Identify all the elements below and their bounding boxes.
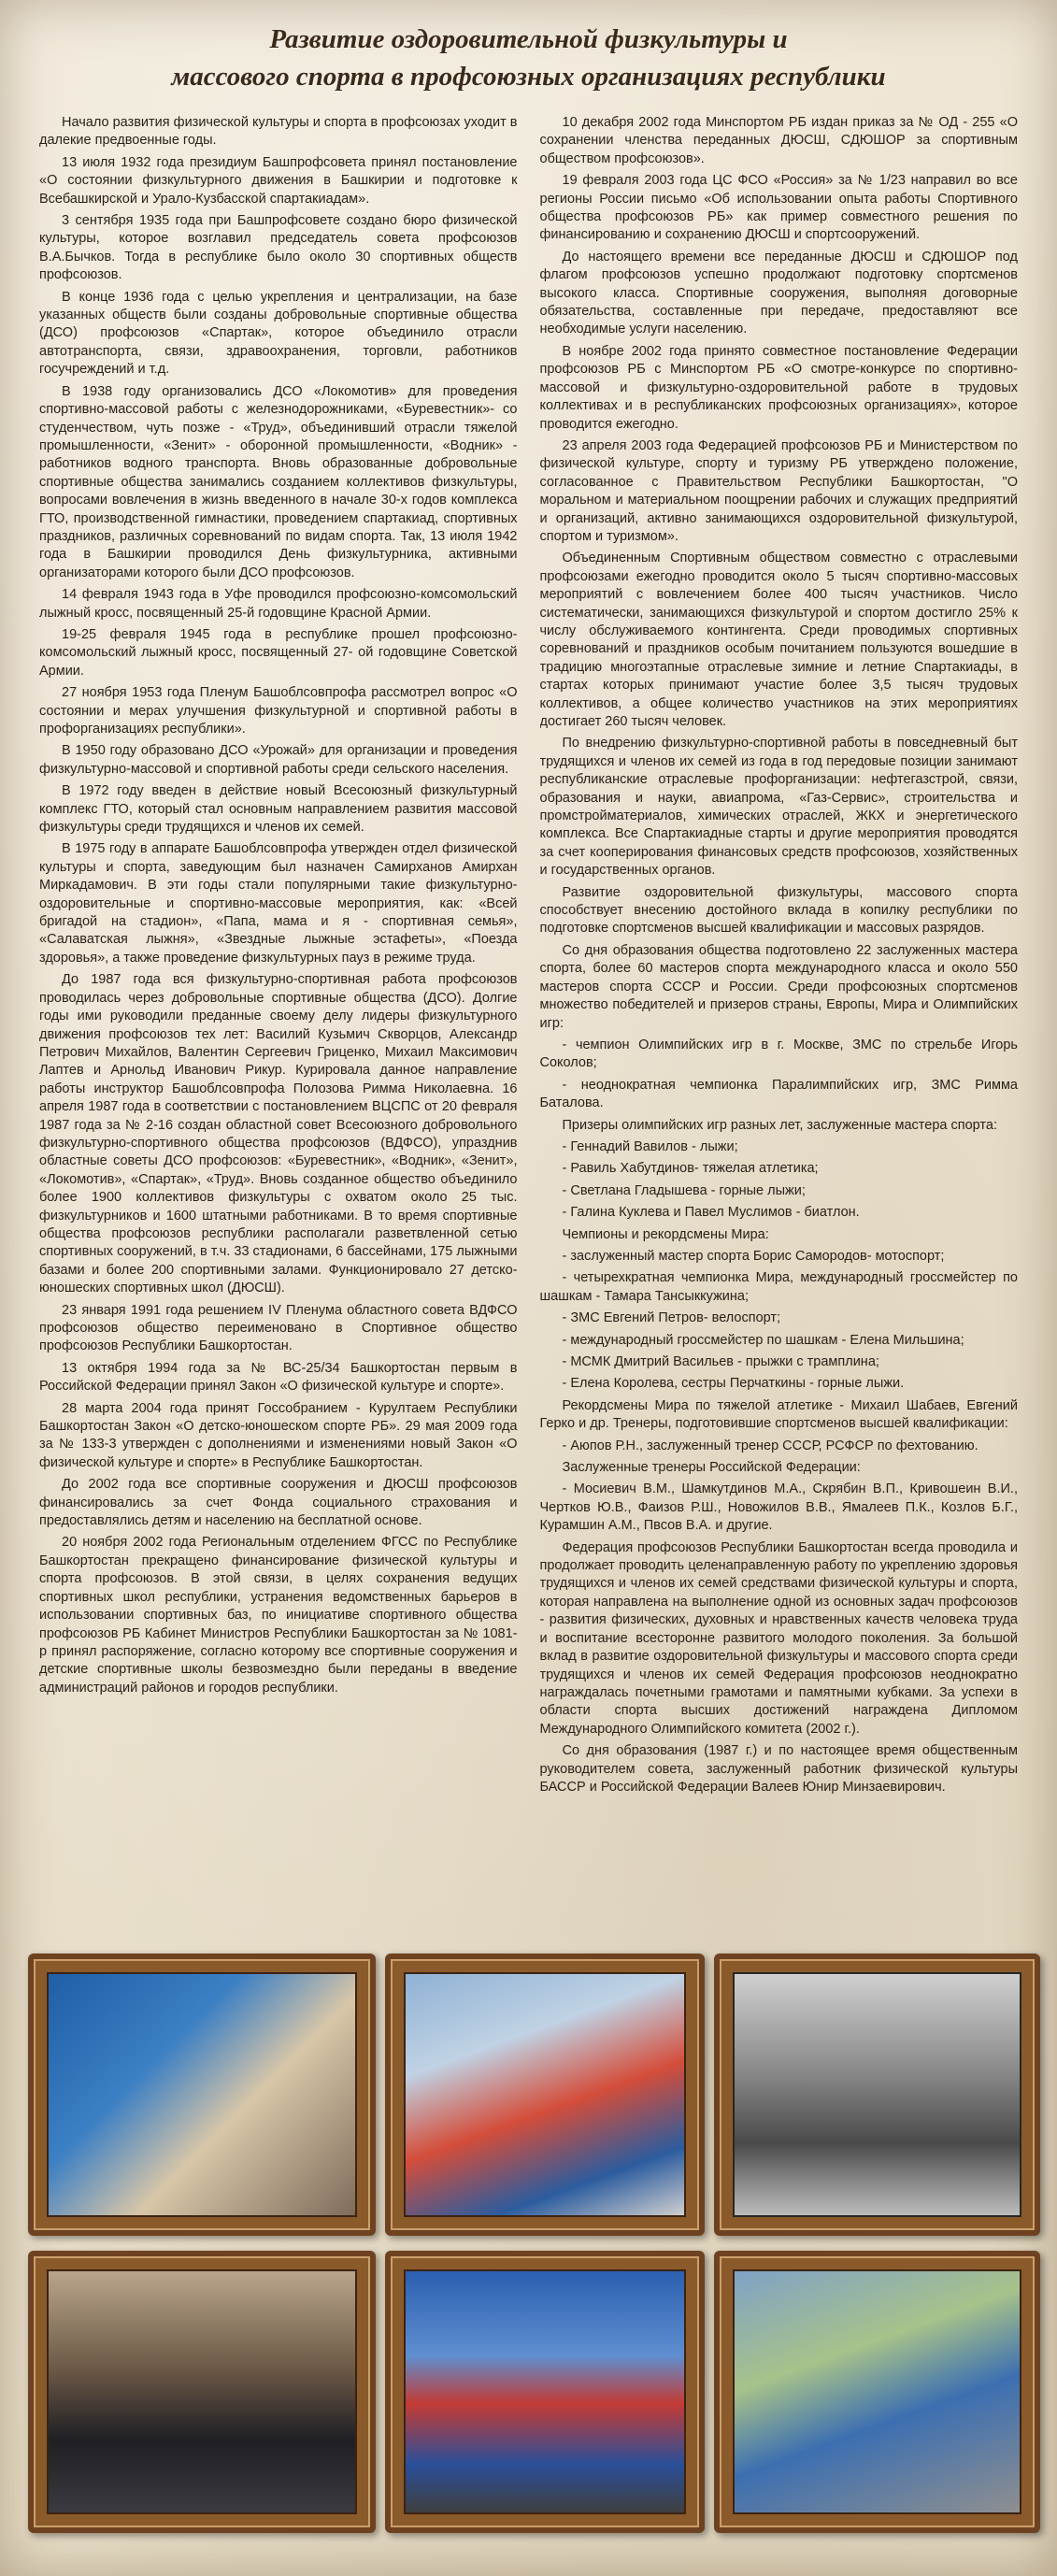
title-line-1: Развитие оздоровительной физкультуры и <box>269 24 788 54</box>
photo-frame-delegation <box>28 2251 376 2533</box>
photo-armwrestling <box>47 1972 357 2217</box>
photo-frame-armwrestling <box>28 1953 376 2236</box>
article-paragraph: - Аюпов Р.Н., заслуженный тренер СССР, РСФСР по фехтованию. <box>562 1438 978 1453</box>
article-paragraph: 10 декабря 2002 года Минспортом РБ издан приказ за № ОД - 255 «О сохранении членства переданных ДЮСШ, СДЮШОР за спортивным обществом профсоюзов». <box>539 115 1018 166</box>
photo-frame-conference <box>714 1953 1040 2236</box>
article-paragraph: - Равиль Хабутдинов- тяжелая атлетика; <box>562 1161 819 1177</box>
article-paragraph: Развитие оздоровительной физкультуры, массового спорта способствует внесению достойного вклада в копилку республики по подготовке спортсменов высшей квалификации и массовых разрядов. <box>539 884 1018 937</box>
article-paragraph: До 2002 года все спортивные сооружения и ДЮСШ профсоюзов финансировались за счет Фонда социального страхования и предоставлялись детям и населению на бесплатной основе. <box>39 1477 518 1529</box>
page-title <box>37 21 1020 103</box>
photo-delegation <box>47 2269 357 2514</box>
photo-frame-tug-of-war <box>714 2251 1040 2533</box>
article-paragraph: 13 октября 1994 года за № ВС-25/34 Башкортостан первым в Российской Федерации принял Закон «О физической культуре и спорте». <box>39 1360 518 1395</box>
article-paragraph: Начало развития физической культуры и спорта в профсоюзах уходит в далекие предвоенные годы. <box>39 115 518 149</box>
article-paragraph: - Галина Куклева и Павел Муслимов - биатлон. <box>562 1205 860 1221</box>
photo-award-winners <box>404 1972 686 2217</box>
article-paragraph: 19-25 февраля 1945 года в республике прошел профсоюзно-комсомольский лыжный кросс, посвященный 27- ой годовщине Советской Армии. <box>39 626 518 679</box>
article-paragraph: Объединенным Спортивным обществом совместно с отраслевыми профсоюзами ежегодно проводится около 5 тысяч спортивно-массовых мероприятий с вовлечением более 400 тысяч участников. Число систематически, занимающихся физкультурой и спортом достигло 25% к числу обслуживаемого контингента. Среди проводимых спортивных соревнований и праздников особым почитанием пользуются вошедшие в традицию многоэтапные отраслевые зимние и летние Спартакиады, в стартах которых принимают участие более 3,5 тысяч трудовых коллективов, а общее количество участников на этих мероприятиях достигает 260 тысяч человек. <box>539 551 1018 729</box>
article-body <box>39 114 1018 1935</box>
article-paragraph: 19 февраля 2003 года ЦС ФСО «Россия» за № 1/23 направил во все регионы России письмо «Об использовании опыта работы Спортивного общества профсоюзов РБ» как пример совместного решения по финансированию и сохранению ДЮСШ и спортсооружений. <box>539 173 1018 243</box>
article-paragraph: Со дня образования общества подготовлено 22 заслуженных мастера спорта, более 60 мастеров спорта международного класса и около 550 мастеров спорта СССР и России. Среди профсоюзных спортсменов множество победителей и призеров страны, Европы, Мира и Олимпийских игр: <box>539 942 1018 1031</box>
article-paragraph: - неоднократная чемпионка Паралимпийских игр, ЗМС Римма Баталова. <box>539 1077 1018 1111</box>
article-paragraph: В 1950 году образовано ДСО «Урожай» для организации и проведения физкультурно-массовой и спортивной работы среди сельского населения. <box>39 743 518 777</box>
photo-gallery <box>28 1953 1029 2533</box>
article-paragraph: - Светлана Гладышева - горные лыжи; <box>562 1182 806 1198</box>
article-paragraph: - ЗМС Евгений Петров- велоспорт; <box>562 1310 781 1326</box>
article-paragraph: Заслуженные тренеры Российской Федерации: <box>562 1460 861 1476</box>
photo-frame-award-winners <box>385 1953 705 2236</box>
photo-frame-winter-spartakiad <box>385 2251 705 2533</box>
title-line-2: массового спорта в профсоюзных организациях республики <box>171 62 886 92</box>
article-paragraph: В 1972 году введен в действие новый Всесоюзный физкультурный комплекс ГТО, который стал основным направлением развития массовой физкультуры среди трудящихся и членов их семей. <box>39 783 518 836</box>
article-paragraph: 13 июля 1932 года президиум Башпрофсовета принял постановление «О состоянии физкультурного движения в Башкирии и подготовке к Всебашкирской и Урало-Кузбасской спартакиадам». <box>39 154 518 207</box>
photo-conference <box>733 1972 1021 2217</box>
photo-winter-spartakiad <box>404 2269 686 2514</box>
article-paragraph: - чемпион Олимпийских игр в г. Москве, ЗМС по стрельбе Игорь Соколов; <box>539 1037 1018 1071</box>
article-column-right <box>540 114 1019 1935</box>
article-paragraph: В ноябре 2002 года принято совместное постановление Федерации профсоюзов РБ с Минспортом РБ «О смотре-конкурсе по спортивно-массовой и физкультурно-оздоровительной работе в трудовых коллективах и в республиканских профсоюзных организациях», которое проводится ежегодно. <box>539 343 1018 432</box>
article-paragraph: Федерация профсоюзов Республики Башкортостан всегда проводила и продолжает проводить целенаправленную работу по укреплению здоровья трудящихся и членов их семей средствами физической культуры и спорта, которая направлена на выполнение одной из основных задач профсоюзов - развития физических, духовных и нравственных качеств человека труда и воспитание всесторонне развитого молодого поколения. За большой вклад в развитие оздоровительной физкультуры и массового спорта среди трудящихся и членов их семей Федерация профсоюзов неоднократно награждалась почетными грамотами и памятными кубками. За успехи в области спорта высших достижений награждена Дипломом Международного Олимпийского комитета (2002 г.). <box>539 1539 1018 1737</box>
article-paragraph: - Елена Королева, сестры Перчаткины - горные лыжи. <box>562 1376 905 1392</box>
article-paragraph: Чемпионы и рекордсмены Мира: <box>562 1226 769 1242</box>
article-paragraph: 3 сентября 1935 года при Башпрофсовете создано бюро физической культуры, которое возглавил председатель совета профсоюзов В.А.Бычков. Тогда в республике было около 30 спортивных обществ профсоюзов. <box>39 213 518 283</box>
article-paragraph: - Геннадий Вавилов - лыжи; <box>562 1138 738 1154</box>
article-paragraph: - МСМК Дмитрий Васильев - прыжки с трамплина; <box>562 1354 879 1369</box>
article-paragraph: В 1938 году организовались ДСО «Локомотив» для проведения спортивно-массовой работы с железнодорожниками, «Буревестник»- со студенчеством, чуть позже - «Труд», объединивший отрасли тяжелой промышленности, «Зенит» - оборонной промышленности, «Водник» - работников водного транспорта. Вновь образованные добровольные спортивные общества занимались созданием коллективов физкультуры, вопросами вовлечения в жизнь введенного в начале 30-х годов комплекса ГТО, производственной гимнастики, проведением спартакиад, спортивных праздников, различных соревнований по видам спорта. Так, 13 июля 1942 года в Башкирии проводился День физкультурника, активными организаторами которого были ДСО профсоюзов. <box>39 383 518 580</box>
article-paragraph: - четырехкратная чемпионка Мира, международный гроссмейстер по шашкам - Тамара Тансыккужина; <box>539 1270 1018 1304</box>
article-paragraph: До настоящего времени все переданные ДЮСШ и СДЮШОР под флагом профсоюзов успешно продолжают подготовку спортсменов высокого класса. Спортивные сооружения, выполняя договорные обязательства, составленные при передаче, предоставляют все необходимые услуги населению. <box>539 249 1018 337</box>
article-paragraph: - Мосиевич В.М., Шамкутдинов М.А., Скрябин В.П., Кривошеин В.И., Чертков Ю.В., Фаизов Р.Ш., Новожилов В.В., Ямалеев П.К., Козлов Б.Г., Курамшин А.М., Пвсов В.А. и другие. <box>539 1481 1018 1534</box>
article-paragraph: Призеры олимпийских игр разных лет, заслуженные мастера спорта: <box>562 1117 997 1133</box>
article-paragraph: 23 января 1991 года решением IV Пленума областного совета ВДФСО профсоюзов общество переименовано в Спортивное общество профсоюзов Республики Башкортостан. <box>39 1302 518 1354</box>
article-column-left <box>39 114 518 1935</box>
article-paragraph: В конце 1936 года с целью укрепления и централизации, на базе указанных обществ были созданы добровольные спортивные общества (ДСО) профсоюзов «Спартак», которое объединило отрасли автотранспорта, связи, здравоохранения, торговли, работников госучреждений и т.д. <box>39 289 518 378</box>
article-paragraph: Рекордсмены Мира по тяжелой атлетике - Михаил Шабаев, Евгений Герко и др. Тренеры, подготовившие спортсменов высшей квалификации: <box>539 1397 1018 1432</box>
article-paragraph: 23 апреля 2003 года Федерацией профсоюзов РБ и Министерством по физической культуре, спорту и туризму РБ утверждено положение, согласованное с Правительством Республики Башкортостан, "О моральном и материальном поощрении рабочих и служащих предприятий и организаций, активно занимающихся оздоровительной физкультурой, спортом и туризмом». <box>539 437 1018 544</box>
article-paragraph: В 1975 году в аппарате Башоблсовпрофа утвержден отдел физической культуры и спорта, заведующим был назначен Самирханов Амирхан Миркадамович. В эти годы стали популярными такие физкультурно-оздоровительные и спортивно-массовые мероприятия, как: «Всей бригадой на стадион», «Папа, мама и я - спортивная семья», «Салаватская лыжня», «Звездные лыжные эстафеты», «Поезда здоровья», а также проведение физкультурных пауз в режиме труда. <box>39 841 518 966</box>
article-paragraph: - заслуженный мастер спорта Борис Самородов- мотоспорт; <box>562 1248 945 1264</box>
article-paragraph: 14 февраля 1943 года в Уфе проводился профсоюзно-комсомольский лыжный кросс, посвященный 25-й годовщине Красной Армии. <box>39 587 518 621</box>
article-paragraph: По внедрению физкультурно-спортивной работы в повседневный быт трудящихся и членов их семей из года в год передовые позиции занимают республиканские отраслевые профорганизации: нефтегазстрой, связи, образования и науки, авиапрома, «Газ-Сервис», строительства и промстройматериалов, химических отраслей, ЖКХ и энергетического комплекса. Все Спартакиадные старты и другие мероприятия проводятся за счет кооперирования финансовых средств профсоюзов, хозяйственных и государственных органов. <box>539 736 1018 879</box>
article-paragraph: 28 марта 2004 года принят Госсобранием - Курултаем Республики Башкортостан Закон «О детско-юношеском спорте РБ». 29 мая 2009 года за № 133-3 утвержден с дополнениями и изменениями новый Закон «О физической культуре и спорте» в Республике Башкортостан. <box>39 1400 518 1470</box>
photo-tug-of-war <box>733 2269 1021 2514</box>
article-paragraph: 20 ноября 2002 года Региональным отделением ФГСС по Республике Башкортостан прекращено финансирование физической культуры и спорта профсоюзов. В этой связи, в целях сохранения ведущих спортивных школ республики, устранения ведомственных барьеров в использовании спортивных баз, по инициативе спортивного общества профсоюзов РБ Кабинет Министров Республики Башкортостан за № 1081-р принял распоряжение, согласно которому все спортивные сооружения и детские спортивные школы безвозмездно были переданы в введение администраций районов и городов республики. <box>39 1535 518 1696</box>
article-paragraph: До 1987 года вся физкультурно-спортивная работа профсоюзов проводилась через добровольные спортивные общества (ДСО). Долгие годы ими руководили преданные своему делу лидеры физкультурного движения профсоюзов тех лет: Василий Кузьмич Скворцов, Александр Петрович Михайлов, Валентин Сергеевич Гриценко, Михаил Максимович Лаптев и Арнольд Иванович Рикур. Курировала данное направление работы инструктор Башоблсовпрофа Полозова Римма Николаевна. 16 апреля 1987 года в соответствии с постановлением ВЦСПС от 20 февраля 1987 года за № 2-16 создан областной совет Всесоюзного добровольного физкультурно-спортивного общества профсоюзов (ВДФСО), упразднив областные советы ДСО профсоюзов: «Буревестник», «Водник», «Зенит», «Локомотив», «Спартак», «Труд». Вновь созданное общество объединило более 1900 коллективов физкультуры с охватом около 25 тыс. физкультурников и 1600 штатными работниками. В то время спортивные общества профсоюзов республики располагали разветвленной сетью спортивных сооружений, в т.ч. 33 стадионами, 6 бассейнами, 175 лыжными базами и более 200 спортивными залами. Функционировало 27 детско-юношеских спортивных школ (ДЮСШ). <box>39 972 518 1296</box>
article-paragraph: 27 ноября 1953 года Пленум Башоблсовпрофа рассмотрел вопрос «О состоянии и мерах улучшения физкультурной и спортивной работы в профорганизациях республики». <box>39 685 518 737</box>
article-paragraph: Со дня образования (1987 г.) и по настоящее время общественным руководителем совета, заслуженный работник физической культуры БАССР и Российской Федерации Валеев Юнир Минзаевирович. <box>539 1743 1018 1795</box>
article-paragraph: - международный гроссмейстер по шашкам - Елена Мильшина; <box>562 1332 964 1348</box>
